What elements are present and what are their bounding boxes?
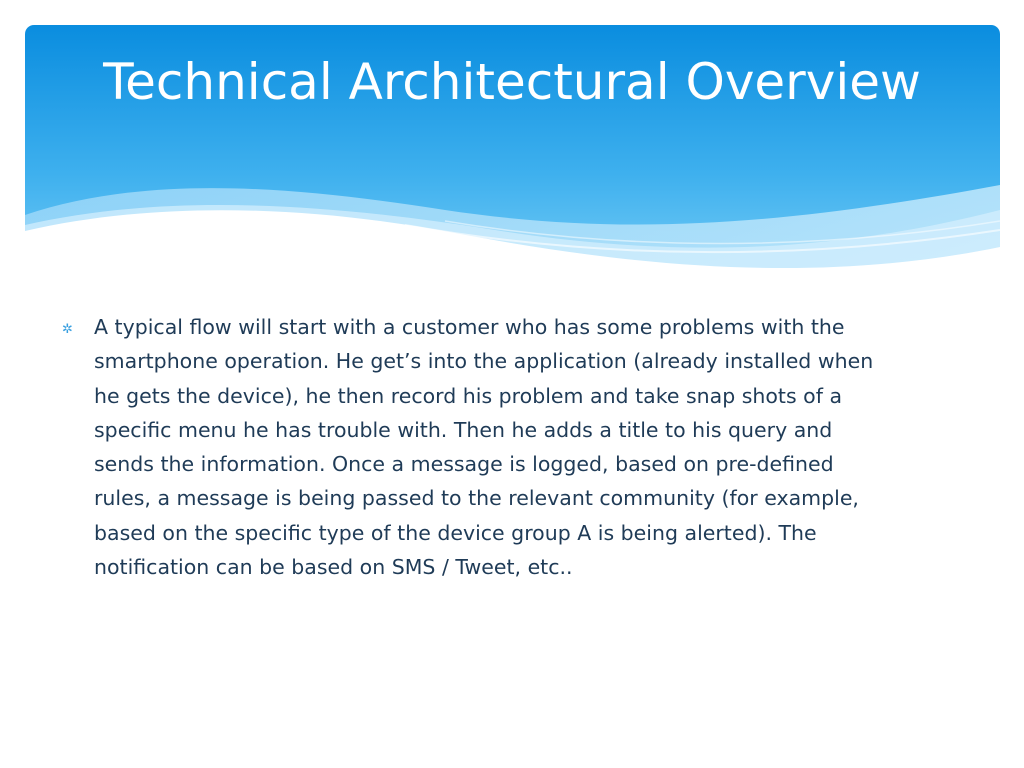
slide-title: Technical Architectural Overview	[103, 53, 921, 111]
bullet-list	[62, 310, 882, 584]
bullet-item	[62, 310, 882, 584]
asterisk-bullet-icon: ✲	[62, 322, 73, 337]
bullet-text: A typical flow will start with a customer who has some problems with the smartphone operation. He get’s into the application (already installed when he gets the device), he then record his problem and take snap shots of a specific menu he has trouble with. Then he adds a title to his query and sends the information. Once a message is logged, based on pre-defined rules, a message is being passed to the relevant community (for example, based on the specific type of the device group A is being alerted). The notification can be based on SMS / Tweet, etc..	[94, 315, 874, 580]
